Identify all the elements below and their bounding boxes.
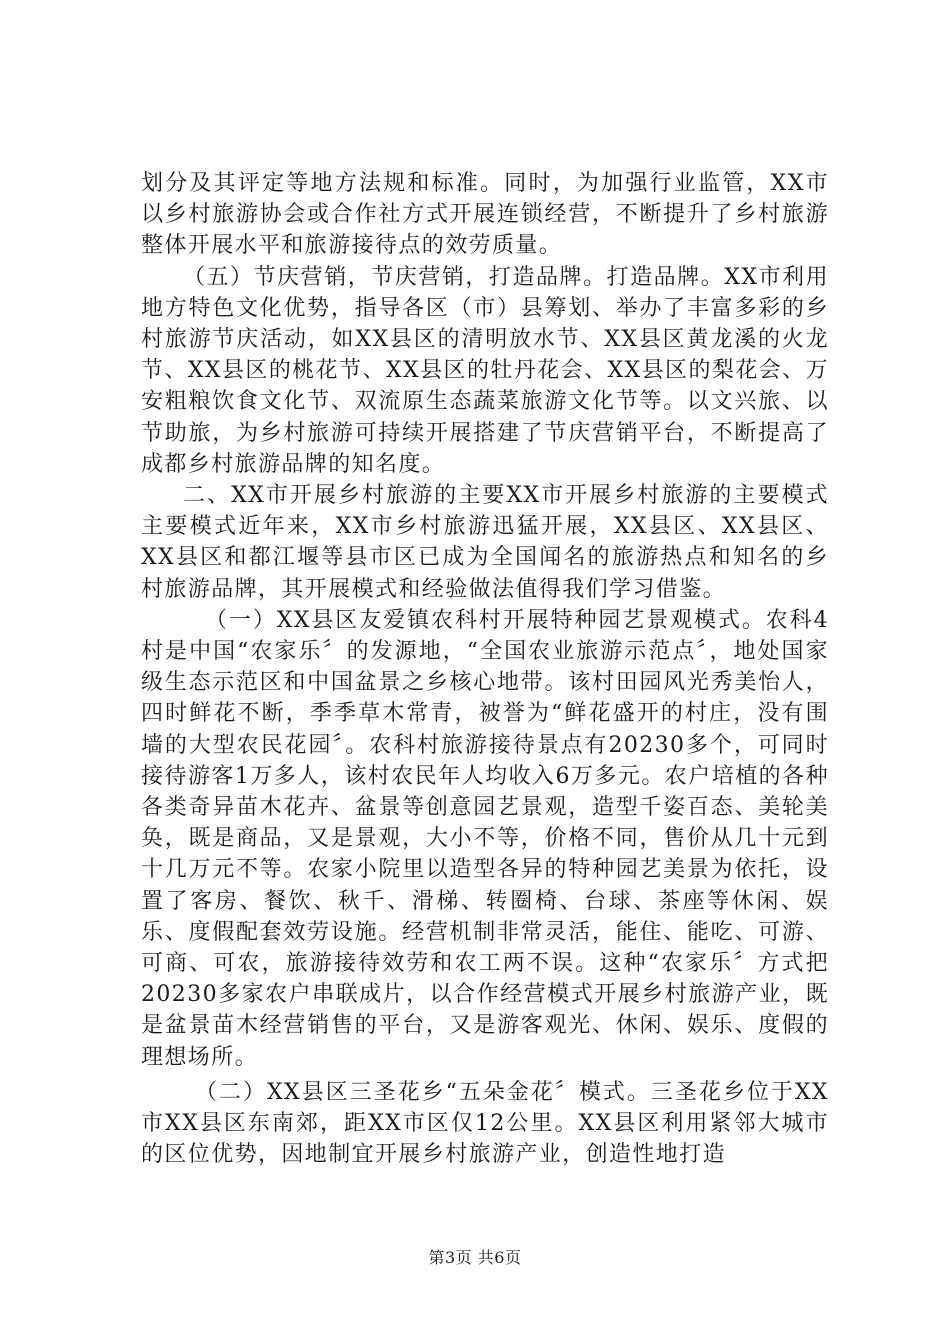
- paragraph-1: 划分及其评定等地方法规和标准。同时，为加强行业监管，XX市以乡村旅游协会或合作社方式开展连锁经营，不断提升了乡村旅游整体开展水平和旅游接待点的效劳质量。: [141, 171, 829, 259]
- paragraph-2: （五）节庆营销，节庆营销，打造品牌。打造品牌。XX市利用地方特色文化优势，指导各区（市）县筹划、举办了丰富多彩的乡村旅游节庆活动，如XX县区的清明放水节、XX县区黄龙溪的火龙节、XX县区的桃花节、XX县区的牡丹花会、XX县区的梨花会、万安粗粮饮食文化节、双流原生态蔬菜旅游文化节等。以文兴旅、以节助旅，为乡村旅游可持续开展搭建了节庆营销平台，不断提高了成都乡村旅游品牌的知名度。: [141, 264, 829, 477]
- body-text: [141, 168, 829, 1171]
- paragraph-5: （二）XX县区三圣花乡“五朵金花〞模式。三圣花乡位于XX市XX县区东南郊，距XX市区仅12公里。XX县区利用紧邻大城市的区位优势，因地制宜开展乡村旅游产业，创造性地打造: [141, 1079, 829, 1168]
- page-footer: 第3页 共6页: [428, 1248, 522, 1267]
- paragraph-3: 二、XX市开展乡村旅游的主要XX市开展乡村旅游的主要模式主要模式近年来，XX市乡村旅游迅猛开展，XX县区、XX县区、XX县区和都江堰等县市区已成为全国闻名的旅游热点和知名的乡村旅游品牌，其开展模式和经验做法值得我们学习借鉴。: [141, 483, 829, 602]
- paragraph-4: （一）XX县区友爱镇农科村开展特种园艺景观模式。农科4村是中国“农家乐〞的发源地，“全国农业旅游示范点〞，地处国家级生态示范区和中国盆景之乡核心地带。该村田园风光秀美怡人，四时鲜花不断，季季草木常青，被誉为“鲜花盛开的村庄，没有围墙的大型农民花园〞。农科村旅游接待景点有20230多个，可同时接待游客1万多人，该村农民年人均收入6万多元。农户培植的各种各类奇异苗木花卉、盆景等创意园艺景观，造型千姿百态、美轮美奂，既是商品，又是景观，大小不等，价格不同，售价从几十元到十几万元不等。农家小院里以造型各异的特种园艺美景为依托，设置了客房、餐饮、秋千、滑梯、转圈椅、台球、茶座等休闲、娱乐、度假配套效劳设施。经营机制非常灵活，能住、能吃、可游、可商、可农，旅游接待效劳和农工两不误。这种“农家乐〞方式把20230多家农户串联成片，以合作经营模式开展乡村旅游产业，既是盆景苗木经营销售的平台，又是游客观光、休闲、娱乐、度假的理想场所。: [141, 607, 829, 1070]
